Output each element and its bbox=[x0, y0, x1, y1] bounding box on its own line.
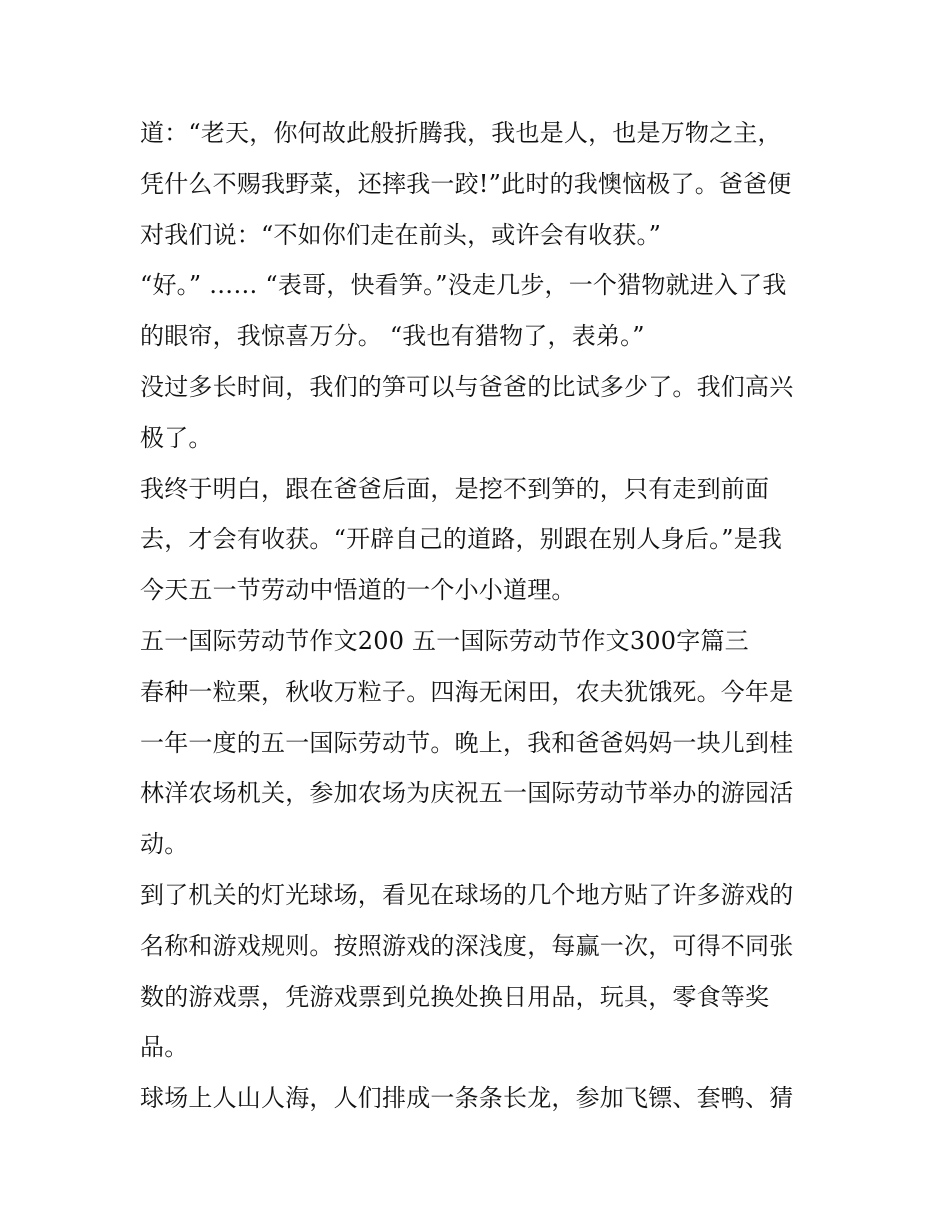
text-line: “好。” …… “表哥，快看笋。”没走几步，一个猎物就进入了我 bbox=[140, 271, 787, 300]
text-line: 没过多长时间，我们的笋可以与爸爸的比试多少了。我们高兴 bbox=[140, 372, 794, 401]
text-line: 道：“老天，你何故此般折腾我，我也是人，也是万物之主， bbox=[140, 119, 782, 147]
text-line: 一年一度的五一国际劳动节。晚上，我和爸爸妈妈一块儿到桂 bbox=[140, 728, 794, 757]
text-line: 今天五一节劳动中悟道的一个小小道理。 bbox=[140, 576, 576, 605]
text-line: 的眼帘，我惊喜万分。 “我也有猎物了，表弟。” bbox=[140, 322, 645, 351]
text-line: 我终于明白，跟在爸爸后面，是挖不到笋的，只有走到前面 bbox=[140, 474, 770, 503]
text-line: 凭什么不赐我野菜，还摔我一跤!”此时的我懊恼极了。爸爸便 bbox=[140, 169, 792, 198]
section-heading: 五一国际劳动节作文200 五一国际劳动节作文300字篇三 bbox=[140, 626, 749, 655]
text-line: 对我们说：“不如你们走在前头，或许会有收获。” bbox=[140, 220, 662, 249]
text-line: 品。 bbox=[140, 1033, 189, 1062]
text-line: 去，才会有收获。“开辟自己的道路，别跟在别人身后。”是我 bbox=[140, 525, 783, 554]
text-line: 到了机关的灯光球场，看见在球场的几个地方贴了许多游戏的 bbox=[140, 880, 794, 909]
text-line: 春种一粒栗，秋收万粒子。四海无闲田，农夫犹饿死。今年是 bbox=[140, 677, 794, 706]
text-line: 林洋农场机关，参加农场为庆祝五一国际劳动节举办的游园活 bbox=[140, 779, 794, 808]
text-line: 数的游戏票，凭游戏票到兑换处换日用品，玩具，零食等奖 bbox=[140, 982, 770, 1011]
text-line: 极了。 bbox=[140, 423, 213, 452]
text-line: 球场上人山人海，人们排成一条条长龙，参加飞镖、套鸭、猜 bbox=[140, 1084, 794, 1113]
text-line: 名称和游戏规则。按照游戏的深浅度，每赢一次，可得不同张 bbox=[140, 931, 794, 960]
text-line: 动。 bbox=[140, 830, 189, 859]
essay-body bbox=[140, 108, 830, 1124]
